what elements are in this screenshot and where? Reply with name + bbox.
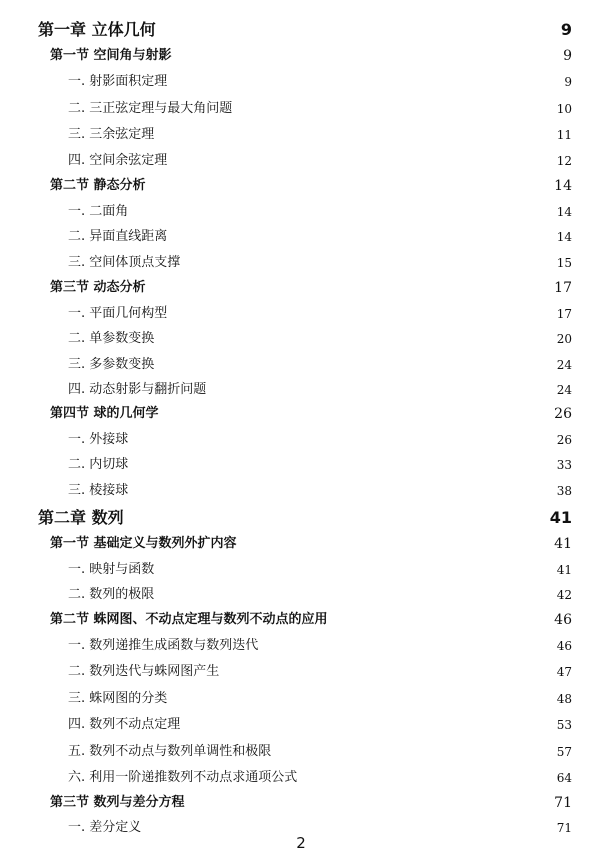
toc-chapter-title: 第一章 立体几何 (38, 20, 156, 39)
toc-section-page: 9 (563, 48, 572, 64)
toc-section-page: 17 (554, 280, 572, 296)
toc-item-page: 24 (556, 358, 572, 372)
toc-item-page: 11 (556, 128, 572, 142)
toc-item-title: 四. 动态射影与翻折问题 (68, 382, 207, 397)
toc-section-title: 第一节 基础定义与数列外扩内容 (50, 536, 237, 551)
toc-item[interactable] (0, 199, 602, 225)
toc-item-title: 一. 外接球 (68, 432, 129, 447)
toc-section[interactable] (0, 790, 602, 816)
toc-item[interactable] (0, 377, 602, 403)
toc-section-page: 26 (554, 406, 572, 422)
toc-item-page: 12 (556, 154, 572, 168)
toc-item-page: 38 (556, 484, 572, 498)
toc-item-title: 一. 差分定义 (68, 820, 142, 835)
toc-section-title: 第一节 空间角与射影 (50, 48, 172, 63)
toc-section-title: 第二节 静态分析 (50, 178, 146, 193)
toc-section-page: 14 (554, 178, 572, 194)
toc-item-title: 六. 利用一阶递推数列不动点求通项公式 (68, 770, 298, 785)
toc-item-title: 四. 数列不动点定理 (68, 717, 181, 732)
toc-item-title: 三. 三余弦定理 (68, 127, 155, 142)
toc-item-page: 15 (556, 256, 572, 270)
toc-item[interactable] (0, 250, 602, 276)
toc-chapter-page: 9 (560, 20, 572, 39)
toc-item[interactable] (0, 582, 602, 608)
toc-item[interactable] (0, 686, 602, 712)
toc-item-page: 26 (556, 433, 572, 447)
toc-item-title: 四. 空间余弦定理 (68, 153, 168, 168)
toc-item-page: 42 (556, 588, 572, 602)
toc-item-title: 二. 数列的极限 (68, 587, 155, 602)
toc-section[interactable] (0, 401, 602, 427)
toc-section[interactable] (0, 275, 602, 301)
toc-section-title: 第三节 数列与差分方程 (50, 795, 185, 810)
toc-item[interactable] (0, 765, 602, 791)
toc-section[interactable] (0, 173, 602, 199)
toc-chapter-title: 第二章 数列 (38, 508, 124, 527)
toc-item-title: 三. 空间体顶点支撑 (68, 255, 181, 270)
toc-section[interactable] (0, 43, 602, 69)
toc-chapter-page: 41 (549, 508, 572, 527)
toc-item-page: 41 (556, 563, 572, 577)
toc-item-page: 64 (556, 771, 572, 785)
toc-item-page: 46 (556, 639, 572, 653)
toc-item[interactable] (0, 557, 602, 583)
toc-item-page: 10 (556, 102, 572, 116)
toc-item-page: 48 (556, 692, 572, 706)
toc-item-page: 71 (556, 821, 572, 835)
toc-section-title: 第三节 动态分析 (50, 280, 146, 295)
toc-item-title: 三. 棱接球 (68, 483, 129, 498)
toc-item-title: 一. 映射与函数 (68, 562, 155, 577)
toc-item-title: 五. 数列不动点与数列单调性和极限 (68, 744, 272, 759)
toc-item[interactable] (0, 633, 602, 659)
toc-item-title: 二. 异面直线距离 (68, 229, 168, 244)
toc-item-title: 二. 三正弦定理与最大角问题 (68, 101, 233, 116)
toc-item[interactable] (0, 452, 602, 478)
toc-section[interactable] (0, 531, 602, 557)
page-number: 2 (296, 834, 306, 852)
toc-item[interactable] (0, 352, 602, 378)
toc-chapter[interactable] (0, 505, 602, 531)
toc-item-page: 24 (556, 383, 572, 397)
toc-item[interactable] (0, 301, 602, 327)
toc-section[interactable] (0, 607, 602, 633)
toc-section-title: 第四节 球的几何学 (50, 406, 159, 421)
toc-item-page: 33 (556, 458, 572, 472)
toc-item[interactable] (0, 326, 602, 352)
toc-chapter[interactable] (0, 17, 602, 43)
toc-item-title: 二. 数列迭代与蛛网图产生 (68, 664, 220, 679)
toc-item-page: 53 (556, 718, 572, 732)
toc-item-page: 14 (556, 230, 572, 244)
toc-section-page: 46 (554, 612, 572, 628)
toc-item[interactable] (0, 478, 602, 504)
toc-item-title: 一. 数列递推生成函数与数列迭代 (68, 638, 259, 653)
toc-item-title: 三. 多参数变换 (68, 357, 155, 372)
toc-section-page: 41 (554, 536, 572, 552)
toc-item[interactable] (0, 69, 602, 95)
toc-item-title: 二. 内切球 (68, 457, 129, 472)
toc-section-page: 71 (554, 795, 572, 811)
toc-item[interactable] (0, 122, 602, 148)
toc-item-page: 57 (556, 745, 572, 759)
toc-item[interactable] (0, 659, 602, 685)
toc-item-title: 一. 射影面积定理 (68, 74, 168, 89)
toc-item-page: 20 (556, 332, 572, 346)
toc-item-page: 9 (564, 75, 572, 89)
toc-item[interactable] (0, 427, 602, 453)
toc-item[interactable] (0, 712, 602, 738)
toc-item[interactable] (0, 224, 602, 250)
toc-item[interactable] (0, 148, 602, 174)
toc-item[interactable] (0, 739, 602, 765)
toc-item-page: 47 (556, 665, 572, 679)
toc-section-title: 第二节 蛛网图、不动点定理与数列不动点的应用 (50, 612, 328, 627)
toc-item-page: 14 (556, 205, 572, 219)
toc-item-title: 一. 平面几何构型 (68, 306, 168, 321)
toc-item-page: 17 (556, 307, 572, 321)
toc-item-title: 一. 二面角 (68, 204, 129, 219)
toc-item[interactable] (0, 96, 602, 122)
toc-item-title: 二. 单参数变换 (68, 331, 155, 346)
toc-item-title: 三. 蛛网图的分类 (68, 691, 168, 706)
